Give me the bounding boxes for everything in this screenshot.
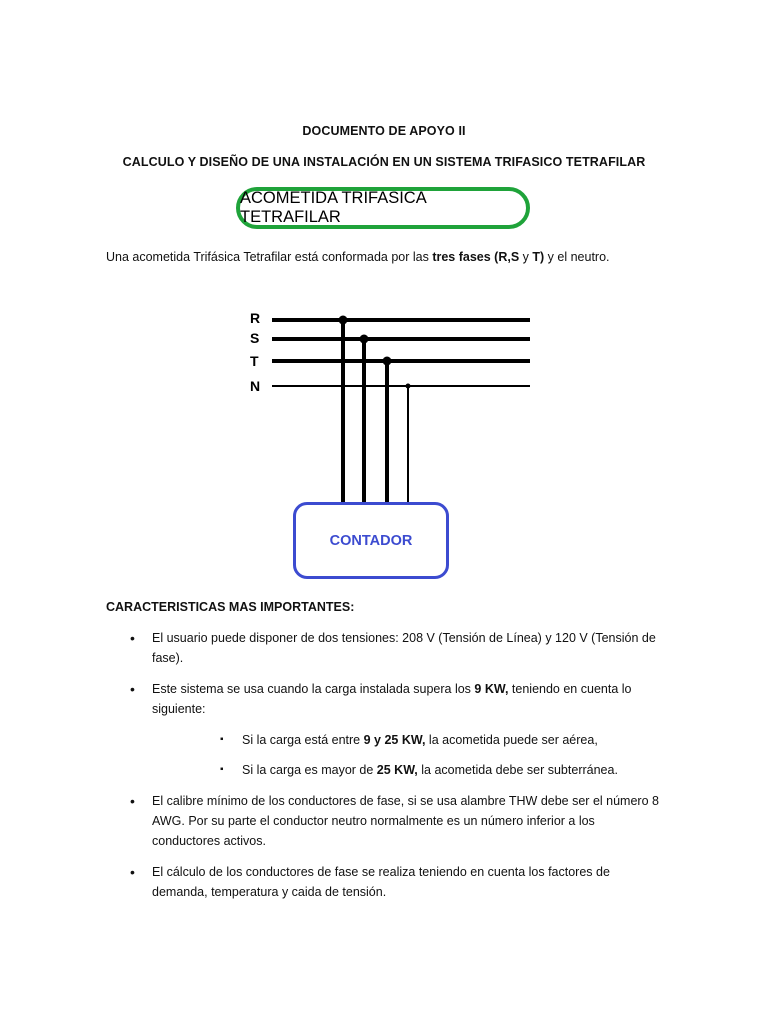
intro-text-after: y el neutro. bbox=[544, 250, 610, 264]
label-r: R bbox=[250, 310, 261, 326]
bullet-tensiones-text: El usuario puede disponer de dos tensiones: 208 V (Tensión de Línea) y 120 V (Tensión de fase). bbox=[152, 631, 656, 665]
document-subtitle: CALCULO Y DISEÑO DE UNA INSTALACIÓN EN UN SISTEMA TRIFASICO TETRAFILAR bbox=[122, 155, 646, 169]
bullet-calculo-text: El cálculo de los conductores de fase se realiza teniendo en cuenta los factores de demanda, temperatura y caida de tensión. bbox=[152, 865, 610, 899]
label-t: T bbox=[250, 353, 259, 369]
sub-aerea-after: la acometida puede ser aérea, bbox=[425, 733, 598, 747]
junction-n bbox=[406, 384, 411, 389]
bullet-uso-sistema bbox=[152, 679, 662, 719]
contador-box bbox=[293, 502, 449, 579]
intro-text-before: Una acometida Trifásica Tetrafilar está conformada por las bbox=[106, 250, 433, 264]
section-title: CARACTERISTICAS MAS IMPORTANTES: bbox=[106, 600, 355, 614]
bullet-calculo bbox=[152, 862, 662, 902]
wiring-diagram bbox=[240, 300, 540, 510]
label-s: S bbox=[250, 330, 260, 346]
junction-t bbox=[383, 357, 392, 366]
sub-bullet-aerea bbox=[242, 730, 682, 750]
sub-bullet-subterranea bbox=[242, 760, 682, 780]
bullet-uso-before: Este sistema se usa cuando la carga instalada supera los bbox=[152, 682, 475, 696]
intro-bold-t: T) bbox=[532, 250, 545, 264]
document-title: DOCUMENTO DE APOYO II bbox=[302, 124, 466, 138]
intro-bold-phases: tres fases (R,S bbox=[432, 250, 523, 264]
bullet-tensiones bbox=[152, 628, 662, 668]
bullet-uso-after: teniendo en cuenta lo siguiente: bbox=[152, 682, 632, 716]
sub-aerea-before: Si la carga está entre bbox=[242, 733, 364, 747]
sub-subterranea-bold: 25 KW, bbox=[376, 763, 418, 777]
sub-subterranea-after: la acometida debe ser subterránea. bbox=[417, 763, 618, 777]
contador-label: CONTADOR bbox=[329, 532, 413, 549]
bullet-uso-bold: 9 KW, bbox=[474, 682, 509, 696]
banner-label: ACOMETIDA TRIFASICA TETRAFILAR bbox=[240, 189, 426, 226]
bullet-calibre-text: El calibre mínimo de los conductores de fase, si se usa alambre THW debe ser el número 8 AWG. Por su parte el conductor neutro normalmente es un número inferior a los conductores activos. bbox=[152, 794, 659, 848]
acometida-banner bbox=[236, 187, 530, 229]
bullet-calibre bbox=[152, 791, 662, 851]
junction-r bbox=[339, 316, 348, 325]
sub-aerea-bold: 9 y 25 KW, bbox=[363, 733, 426, 747]
intro-text-y: y bbox=[522, 250, 533, 264]
junction-s bbox=[360, 335, 369, 344]
intro-paragraph bbox=[106, 250, 706, 264]
sub-subterranea-before: Si la carga es mayor de bbox=[242, 763, 377, 777]
label-n: N bbox=[250, 378, 261, 394]
